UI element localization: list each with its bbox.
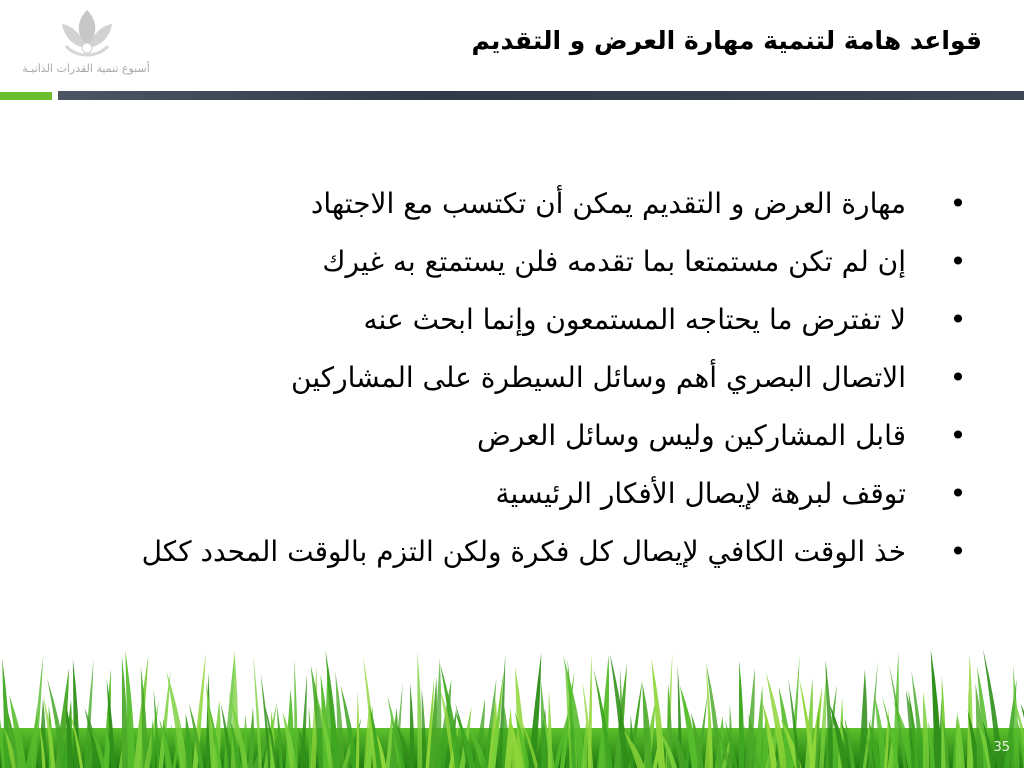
bullet-marker: • [949,361,967,394]
page-number: 35 [993,740,1010,755]
slide-title: قواعد هامة لتنمية مهارة العرض و التقديم [471,26,982,55]
bullet-item [138,242,968,282]
bullet-item [138,184,968,224]
title-rule-accent [0,92,52,100]
bullet-marker: • [949,419,967,452]
title-rule [58,91,1024,100]
bullet-item [138,474,968,514]
bullet-text: الاتصال البصري أهم وسائل السيطرة على المشاركين [291,361,906,394]
bullet-item [138,358,968,398]
bullet-marker: • [949,303,967,336]
grass-decoration [0,640,1024,768]
bullet-item [138,532,968,572]
logo [0,6,172,80]
bullet-text: خذ الوقت الكافي لإيصال كل فكرة ولكن التزم بالوقت المحدد ككل [141,535,906,568]
lotus-logo-icon [44,6,130,62]
bullet-marker: • [949,535,967,568]
bullet-text: مهارة العرض و التقديم يمكن أن تكتسب مع الاجتهاد [310,187,906,220]
bullet-list [138,184,968,590]
bullet-text: توقف لبرهة لإيصال الأفكار الرئيسية [495,477,906,510]
bullet-marker: • [949,187,967,220]
bullet-item [138,416,968,456]
bullet-item [138,300,968,340]
logo-text: أسبوع تنمية القدرات الذاتيـة [22,62,150,75]
bullet-text: قابل المشاركين وليس وسائل العرض [477,419,906,452]
bullet-text: لا تفترض ما يحتاجه المستمعون وإنما ابحث عنه [363,303,906,336]
bullet-marker: • [949,477,967,510]
bullet-text: إن لم تكن مستمتعا بما تقدمه فلن يستمتع به غيرك [322,245,906,278]
bullet-marker: • [949,245,967,278]
